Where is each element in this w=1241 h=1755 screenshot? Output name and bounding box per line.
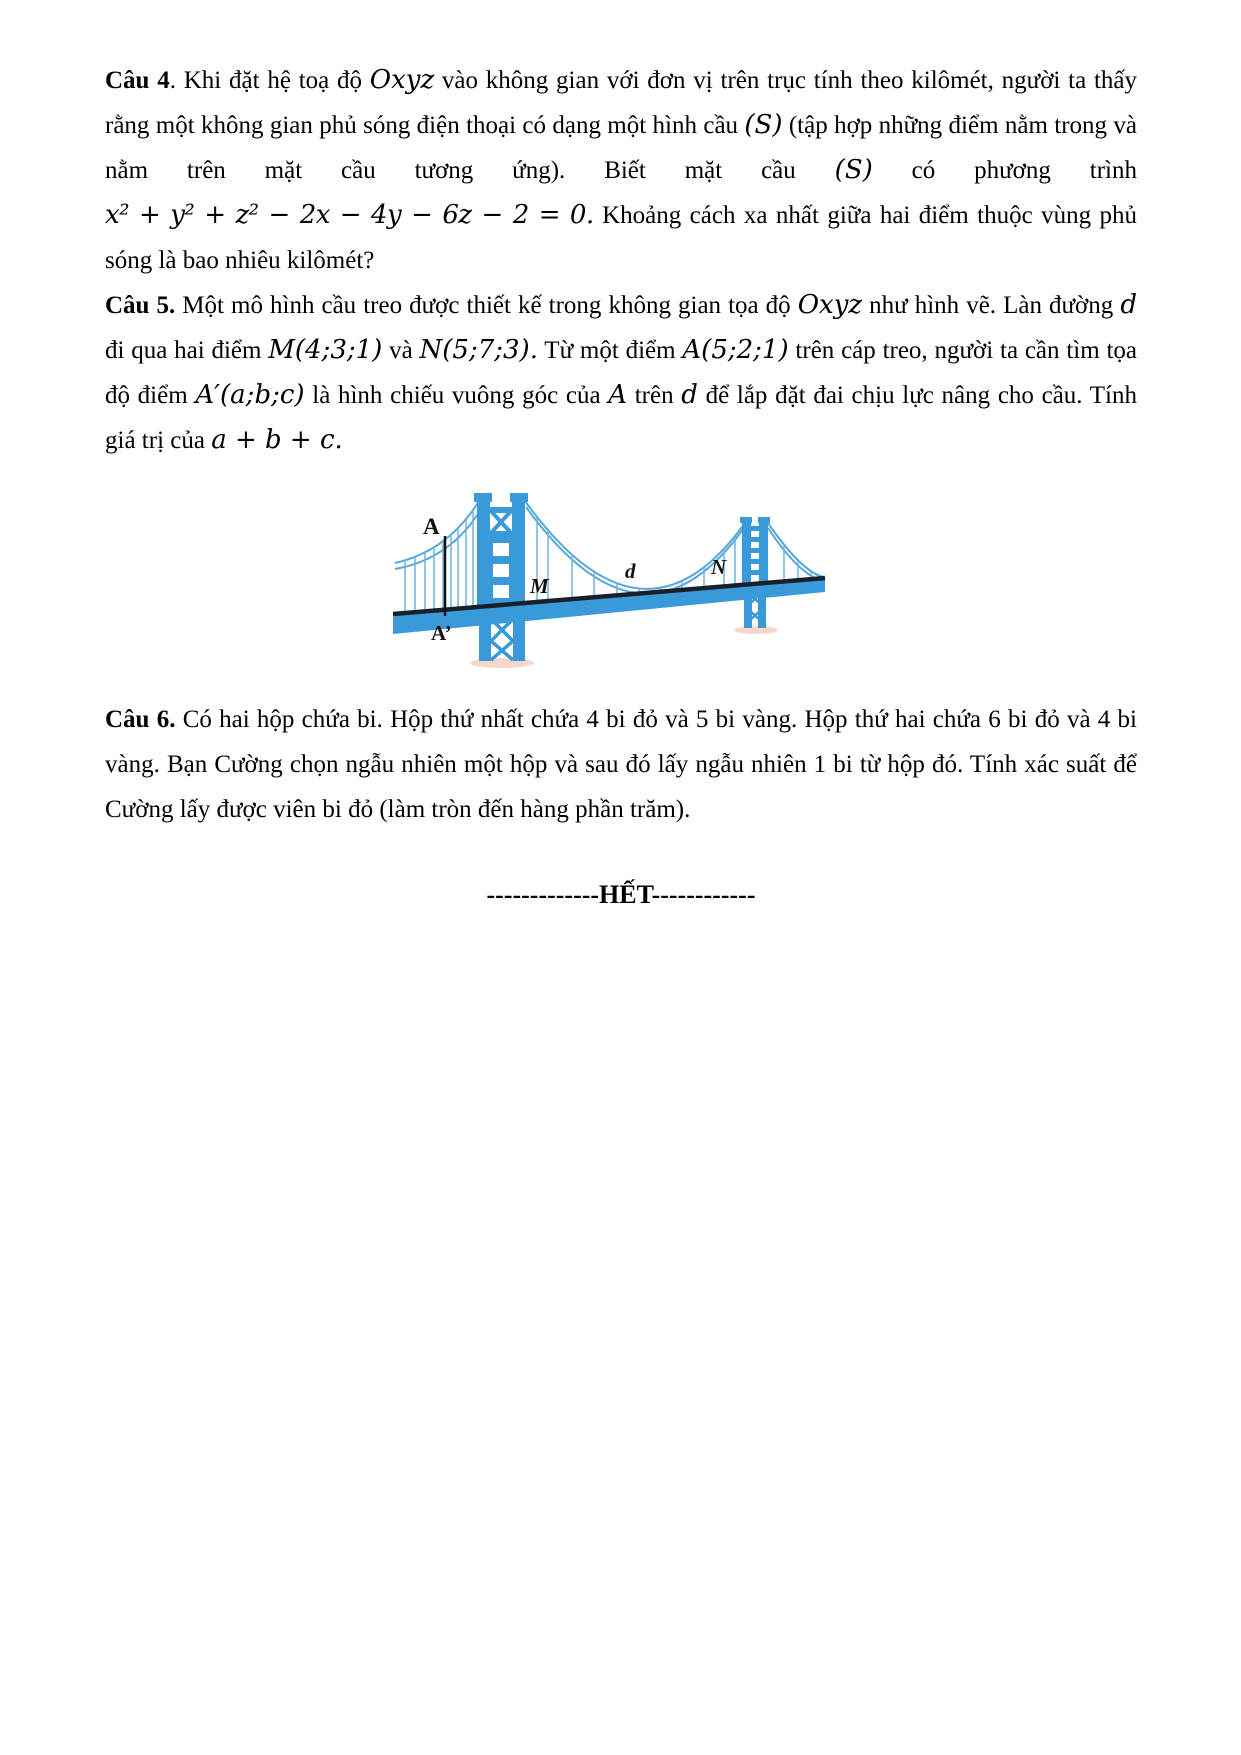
end-marker: -------------HẾT------------ bbox=[486, 880, 756, 909]
q5-math-d1: d bbox=[1120, 290, 1137, 320]
question-5 bbox=[105, 283, 1137, 463]
q5-text-7: là hình chiếu vuông góc của bbox=[304, 382, 609, 409]
q5-math-point-a: A(5;2;1) bbox=[682, 335, 789, 365]
q5-text-3: đi qua hai điểm bbox=[105, 337, 269, 364]
q6-label: Câu 6. bbox=[105, 706, 176, 733]
suspension-bridge-illustration bbox=[393, 493, 828, 671]
suspension-cables bbox=[395, 501, 823, 594]
q4-math-s1: (S) bbox=[744, 110, 783, 140]
q5-text-8: trên bbox=[627, 382, 682, 409]
q4-text-1: . Khi đặt hệ toạ độ bbox=[169, 67, 370, 94]
question-4 bbox=[105, 58, 1137, 283]
q5-text-2: như hình vẽ. Làn đường bbox=[862, 292, 1121, 319]
q4-math-oxyz: Oxyz bbox=[369, 65, 435, 95]
q5-text-1: Một mô hình cầu treo được thiết kế trong không gian tọa độ bbox=[175, 292, 798, 319]
q5-math-point-n: N(5;7;3). bbox=[419, 335, 538, 365]
label-a: A bbox=[423, 514, 440, 539]
q5-text-6: trên cáp treo, người ta cần tìm tọa độ điểm bbox=[105, 337, 1137, 409]
q5-math-a: A bbox=[608, 380, 628, 410]
q4-text-2: vào không gian với đơn vị trên trục tính theo kilômét, người ta thấy rằng một không gian phủ sóng điện thoại có dạng một hình cầu bbox=[105, 67, 1137, 139]
left-tower bbox=[474, 493, 528, 661]
q5-math-oxyz: Oxyz bbox=[797, 290, 863, 320]
q5-label: Câu 5. bbox=[105, 292, 176, 319]
q5-text-9: để lắp đặt đai chịu lực nâng cho cầu. Tính giá trị của bbox=[105, 382, 1137, 454]
q4-math-s2: (S) bbox=[834, 155, 873, 185]
q4-text-5: Khoảng cách xa nhất giữa hai điểm thuộc vùng phủ sóng là bao nhiêu kilômét? bbox=[105, 202, 1138, 274]
question-6 bbox=[105, 697, 1137, 832]
q5-math-point-m: M(4;3;1) bbox=[268, 335, 383, 365]
q5-math-d2: d bbox=[681, 380, 698, 410]
label-n: N bbox=[711, 555, 727, 579]
q5-math-abc-sum: a + b + c. bbox=[211, 425, 343, 455]
q4-label: Câu 4 bbox=[105, 67, 170, 94]
q4-math-equation: x² + y² + z² − 2x − 4y − 6z − 2 = 0. bbox=[105, 200, 594, 230]
right-tower bbox=[740, 517, 770, 628]
label-d: d bbox=[625, 559, 636, 583]
q5-math-point-a-prime: A′(a;b;c) bbox=[195, 380, 305, 410]
q4-text-4: có phương trình bbox=[872, 157, 1137, 184]
bridge-figure bbox=[393, 493, 828, 671]
q4-text-3: (tập hợp những điểm nằm trong và nằm trên mặt cầu tương ứng). Biết mặt cầu bbox=[105, 112, 1137, 184]
q5-text-4: và bbox=[382, 337, 420, 364]
label-m: M bbox=[530, 574, 549, 598]
q6-text-1: Có hai hộp chứa bi. Hộp thứ nhất chứa 4 bi đỏ và 5 bi vàng. Hộp thứ hai chứa 6 bi đỏ và 4 bi vàng. Bạn Cường chọn ngẫu nhiên một hộp và sau đó lấy ngẫu nhiên 1 bi từ hộp đó. Tính xác suất để Cường lấy được viên bi đỏ (làm tròn đến hàng phần trăm). bbox=[105, 706, 1137, 823]
label-a-prime: A’ bbox=[431, 621, 452, 645]
q5-text-5: Từ một điểm bbox=[537, 337, 683, 364]
